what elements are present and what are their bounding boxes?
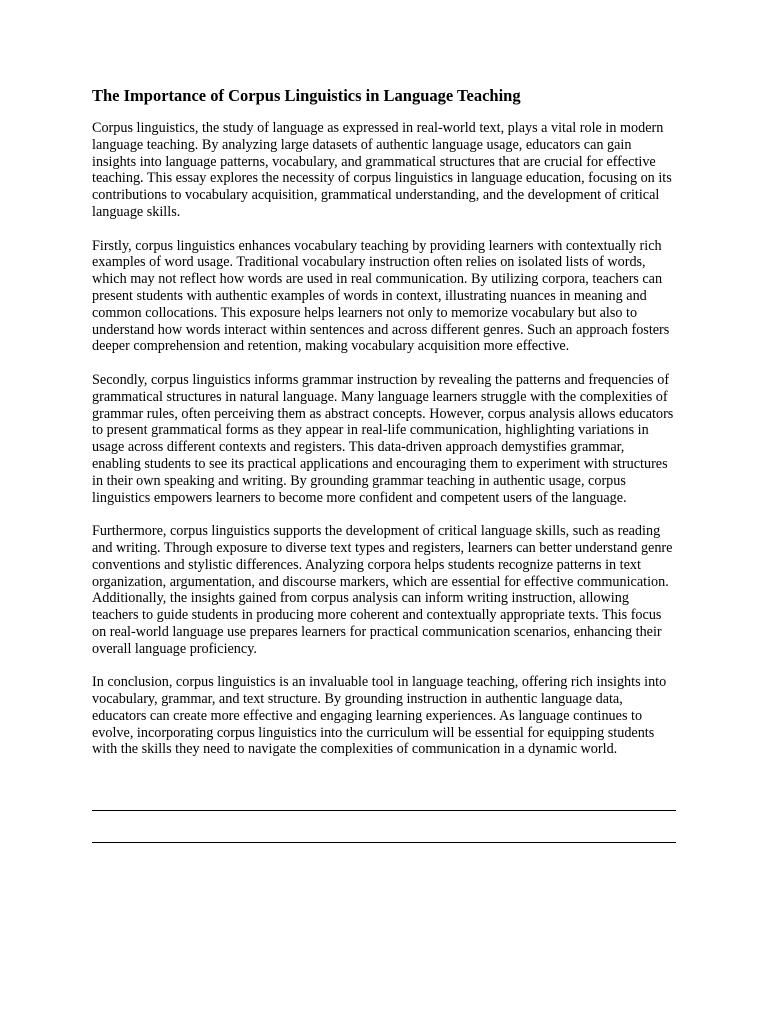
paragraph-conclusion: In conclusion, corpus linguistics is an invaluable tool in language teaching, offering rich insights into vocabulary, grammar, and text structure. By grounding instruction in authentic language data, educators can create more effective and engaging learning experiences. As language continues to evolve, incorporating corpus linguistics into the curriculum will be essential for equipping students with the skills they need to navigate the complexities of communication in a dynamic world. — [92, 674, 667, 758]
paragraph-grammar: Secondly, corpus linguistics informs grammar instruction by revealing the patterns and frequencies of grammatical structures in natural language. Many language learners struggle with the complexities of grammar rules, often perceiving them as abstract concepts. However, corpus analysis allows educators to present grammatical forms as they appear in real-life communication, highlighting variations in usage across different contexts and registers. This data-driven approach demystifies grammar, enabling students to see its practical applications and encouraging them to experiment with structures in their own speaking and writing. By grounding grammar teaching in authentic usage, corpus linguistics empowers learners to become more confident and competent users of the language. — [92, 371, 674, 506]
paragraph-vocabulary: Firstly, corpus linguistics enhances vocabulary teaching by providing learners with contextually rich examples of word usage. Traditional vocabulary instruction often relies on isolated lists of words, which may not reflect how words are used in real communication. By utilizing corpora, teachers can present students with authentic examples of words in context, illustrating nuances in meaning and common collocations. This exposure helps learners not only to memorize vocabulary but also to understand how words interact within sentences and across different genres. Such an approach fosters deeper comprehension and retention, making vocabulary acquisition more effective. — [92, 237, 670, 355]
paragraph-critical-skills: Furthermore, corpus linguistics supports the development of critical language skills, such as reading and writing. Through exposure to diverse text types and registers, learners can better understand genre conventions and stylistic differences. Analyzing corpora helps students recognize patterns in text organization, argumentation, and discourse markers, which are essential for effective communication. Additionally, the insights gained from corpus analysis can inform writing instruction, allowing teachers to guide students in producing more coherent and contextually appropriate texts. This focus on real-world language use prepares learners for practical communication scenarios, enhancing their overall language proficiency. — [92, 523, 673, 657]
paragraph-introduction: Corpus linguistics, the study of language as expressed in real-world text, plays a vital role in modern language teaching. By analyzing large datasets of authentic language usage, educators can gain insights into language patterns, vocabulary, and grammatical structures that are crucial for effective teaching. This essay explores the necessity of corpus linguistics in language education, focusing on its contributions to vocabulary acquisition, grammatical understanding, and the development of critical language skills. — [92, 120, 672, 220]
document-body — [92, 86, 676, 758]
horizontal-rule-upper — [92, 810, 676, 811]
horizontal-rule-lower — [92, 842, 676, 843]
document-title: The Importance of Corpus Linguistics in Language Teaching — [92, 86, 521, 105]
